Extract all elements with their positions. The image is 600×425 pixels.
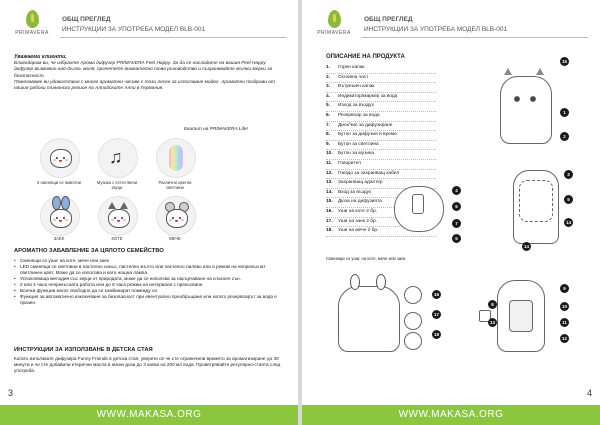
brand-name: PRIMAVERA — [15, 30, 49, 36]
feature-music-illustration — [98, 138, 138, 178]
intro-paragraph-2: Пожелаваме ви удоволствие с много ароматни часове с този лесен за използване модел. Ароматни поздрави от нашия рабохи планински регион на Алпийските Алпи в Германия. — [14, 79, 275, 92]
page-number: 3 — [8, 388, 14, 398]
callout-number: 12 — [561, 336, 567, 341]
kitten-illustration — [98, 196, 138, 236]
intro-text — [14, 54, 286, 92]
callout-number: 3 — [564, 170, 573, 179]
feature-label: Музика с естествени звуци — [96, 180, 138, 190]
header-title: ОБЩ ПРЕГЛЕД — [62, 16, 111, 23]
feature-lights-illustration — [156, 138, 196, 178]
ears-caption: Сменящи се уши: на коте, мече или заек — [326, 256, 406, 261]
callout-number: 6 — [452, 202, 461, 211]
footer-website: WWW.MAKASA.ORG — [302, 405, 600, 425]
callout-number: 10 — [561, 304, 567, 309]
bullet-item: • 2 или 4 часа непрекъсната работа или до 8 часа режим на интервали с прекъсване. — [14, 282, 286, 288]
parts-list-item: 1. Горен капак — [326, 64, 436, 74]
section-title: ИНСТРУКЦИИ ЗА ИЗПОЛЗВАНЕ В ДЕТСКА СТАЯ — [14, 347, 153, 353]
footer-website: WWW.MAKASA.ORG — [0, 405, 298, 425]
page-header — [314, 10, 588, 44]
parts-list-item: 16. Уши на коте 2 бр. — [326, 208, 436, 218]
callout-number: 11 — [560, 318, 569, 327]
primavera-logo — [314, 10, 354, 44]
bear-illustration — [156, 196, 196, 236]
parts-list-item: 4. Индикатор/маркер за вода — [326, 93, 436, 103]
parts-list-item: 7. Диск/чип за дифузиране — [326, 122, 436, 132]
primavera-logo — [12, 10, 52, 44]
diffuser-open-drawing — [507, 160, 567, 248]
animal-label: КОТЕ — [111, 236, 123, 241]
water-tank-drawing — [390, 180, 450, 240]
signoff: Екипът на PRIMAVERA Life! — [184, 127, 248, 132]
callout-number: 5 — [452, 234, 461, 243]
parts-list-item: 9. Бутон за светлина — [326, 141, 436, 151]
rainbow-light-icon — [169, 145, 183, 171]
header-title: ОБЩ ПРЕГЛЕД — [364, 16, 413, 23]
bullet-item: • Успокояваща мелодия със звуци от природата, може да се използва за насърчаване на спокоен сън. — [14, 276, 286, 282]
rabbit-illustration — [40, 196, 80, 236]
bullet-item: • Функция за автоматично изключване за безопасност при евентуално преобръщане или когато резервоарът за вода е празен. — [14, 294, 286, 306]
parts-list-item: 13. Захранващ адаптер — [326, 179, 436, 189]
section-title: АРОМАТНО ЗАБАВЛЕНИЕ ЗА ЦЯЛОТО СЕМЕЙСТВО — [14, 248, 164, 254]
callout-number: 14 — [565, 220, 571, 225]
feature-animals-illustration — [40, 138, 80, 178]
animal-label: МЕЧЕ — [169, 236, 181, 241]
spec-title: ОПИСАНИЕ НА ПРОДУКТА — [326, 54, 405, 60]
parts-list-item: 15. Дюза на дифузията — [326, 198, 436, 208]
intro-paragraph: Благодарим ви, че избрахте Арома дифузер PRIMAVERA Feel Happy. За да се насладите на вашия Feel Happy дифузер възможно най-дълго, моля, прочетете внимателно това ръководство и съхранявайте всички мерки за безопасност. — [14, 61, 273, 79]
page-header — [12, 10, 286, 44]
diffuser-front-drawing — [492, 62, 562, 150]
parts-list-item: 12. Гнездо за захранващ кабел — [326, 170, 436, 180]
brand-name: PRIMAVERA — [317, 30, 351, 36]
parts-list-item: 10. Бутон за музика — [326, 150, 436, 160]
bullet-item: • Сменящи се уши: на коте, мече или заек — [14, 258, 286, 264]
callout-number: 13 — [489, 320, 495, 325]
callout-number: 14 — [523, 244, 529, 249]
diffuser-back-drawing — [487, 266, 557, 356]
callout-number: 16 — [433, 292, 439, 297]
diffuser-with-ears-drawing — [332, 266, 432, 356]
music-notes-icon: ♫ — [109, 147, 123, 167]
parts-list-item: 6. Резервоар за вода — [326, 112, 436, 122]
animal-label: ЗАЕК — [53, 236, 65, 241]
feature-label: Различни цветни светлини — [158, 180, 192, 190]
callout-number: 4 — [452, 186, 461, 195]
header-divider — [60, 37, 286, 38]
parts-list-item: 2. Основна част — [326, 74, 436, 84]
child-room-paragraph: Когато използвате дифузера Funny Friends в детска стая, уверете се че сте ограничили времето за ароматизиране до 30 минути и че сте добавили етерични масла в ниски дози до 3 капки на 200 мл вода. Проветрявайте регулярно-стаята след употреба. — [14, 356, 281, 373]
callout-number: 15 — [561, 59, 567, 64]
page-number: 4 — [586, 388, 592, 398]
callout-number: 18 — [433, 332, 439, 337]
right-page — [302, 0, 600, 425]
bullet-item: • LED сменящи се светлини в пастелно синьо, пастелно жълто или пастелно лилаво или в режим на непрекъснат светлинен цвят. Може да се използва и като нощна лампа. — [14, 264, 286, 276]
callout-number: 7 — [452, 219, 461, 228]
parts-list-item: 5. Изход за въздух — [326, 102, 436, 112]
left-page — [0, 0, 298, 425]
bullet-item: • Всички функции могат свободно да се комбинират помежду си — [14, 288, 286, 294]
feature-label: 3 сменящи се животни — [36, 180, 82, 185]
header-subtitle: ИНСТРУКЦИИ ЗА УПОТРЕБА МОДЕЛ BLB-001 — [62, 26, 206, 33]
parts-list-item: 3. Вътрешен капак — [326, 83, 436, 93]
feature-bullet-list — [14, 258, 286, 306]
callout-number: 9 — [560, 284, 569, 293]
callout-number: 2 — [560, 132, 569, 141]
parts-list-item: 11. Говорител — [326, 160, 436, 170]
callout-number: 8 — [488, 300, 497, 309]
leaf-drop-icon — [26, 10, 39, 28]
callout-number: 1 — [560, 108, 569, 117]
callout-number: 5 — [564, 195, 573, 204]
parts-list-item: 8. Бутон за дифузия и време — [326, 131, 436, 141]
parts-list-item: 17. Уши на заек 2 бр. — [326, 218, 436, 228]
greeting: Уважаеми клиенти, — [14, 54, 67, 60]
header-divider — [362, 37, 588, 38]
leaf-drop-icon — [328, 10, 341, 28]
parts-list-item: 18. Уши на мече 2 бр. — [326, 227, 436, 237]
callout-number: 17 — [433, 312, 439, 317]
parts-list-item: 14. Вход за въздух — [326, 189, 436, 199]
header-subtitle: ИНСТРУКЦИИ ЗА УПОТРЕБА МОДЕЛ BLB-001 — [364, 26, 508, 33]
